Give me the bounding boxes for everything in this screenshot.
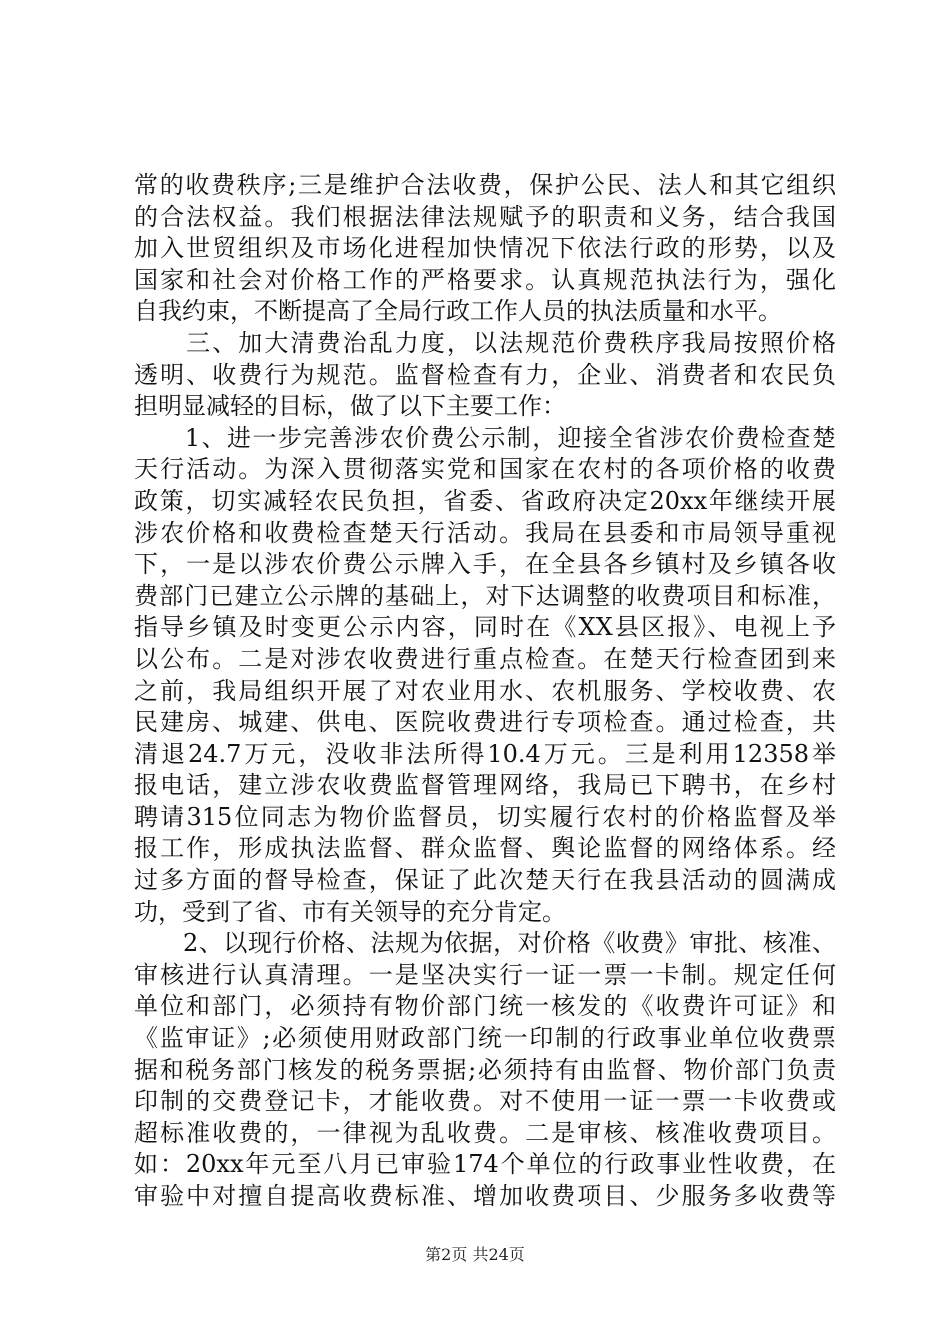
text-line: 政策，切实减轻农民负担，省委、省政府决定20xx年继续开展 (134, 486, 836, 515)
text-line: 超标准收费的，一律视为乱收费。二是审核、核准收费项目。 (134, 1118, 836, 1147)
text-line: 下，一是以涉农价费公示牌入手，在全县各乡镇村及乡镇各收 (134, 550, 836, 579)
text-line: 功，受到了省、市有关领导的充分肯定。 (134, 897, 566, 926)
text-line: 印制的交费登记卡，才能收费。对不使用一证一票一卡收费或 (134, 1087, 836, 1116)
text-line: 据和税务部门核发的税务票据;必须持有由监督、物价部门负责 (134, 1055, 836, 1084)
text-line: 审核进行认真清理。一是坚决实行一证一票一卡制。规定任何 (134, 960, 836, 989)
text-line: 如：20xx年元至八月已审验174个单位的行政事业性收费，在 (134, 1150, 836, 1179)
text-line: 担明显减轻的目标，做了以下主要工作： (134, 392, 566, 421)
text-line: 自我约束，不断提高了全局行政工作人员的执法质量和水平。 (134, 297, 782, 326)
text-line: 的合法权益。我们根据法律法规赋予的职责和义务，结合我国 (134, 202, 836, 231)
text-line: 以公布。二是对涉农收费进行重点检查。在楚天行检查团到来 (134, 644, 836, 673)
text-line: 清退24.7万元，没收非法所得10.4万元。三是利用12358举 (134, 739, 836, 768)
text-line: 费部门已建立公示牌的基础上，对下达调整的收费项目和标准， (134, 581, 836, 610)
text-line: 民建房、城建、供电、医院收费进行专项检查。通过检查，共 (134, 708, 836, 737)
text-line: 加入世贸组织及市场化进程加快情况下依法行政的形势，以及 (134, 234, 836, 263)
text-line: 指导乡镇及时变更公示内容，同时在《XX县区报》、电视上予 (134, 613, 836, 642)
text-line: 报电话，建立涉农收费监督管理网络，我局已下聘书，在乡村 (134, 771, 836, 800)
text-line: 国家和社会对价格工作的严格要求。认真规范执法行为，强化 (134, 265, 836, 294)
body-text (134, 170, 836, 1213)
text-line: 1、进一步完善涉农价费公示制，迎接全省涉农价费检查楚 (134, 423, 836, 452)
text-line: 2、以现行价格、法规为依据，对价格《收费》审批、核准、 (134, 929, 836, 958)
text-line: 报工作，形成执法监督、群众监督、舆论监督的网络体系。经 (134, 834, 836, 863)
text-line: 常的收费秩序;三是维护合法收费，保护公民、法人和其它组织 (134, 171, 836, 199)
text-line: 单位和部门，必须持有物价部门统一核发的《收费许可证》和 (134, 992, 836, 1021)
text-line: 过多方面的督导检查，保证了此次楚天行在我县活动的圆满成 (134, 866, 836, 895)
text-line: 透明、收费行为规范。监督检查有力，企业、消费者和农民负 (134, 360, 836, 389)
text-line: 审验中对擅自提高收费标准、增加收费项目、少服务多收费等 (134, 1182, 836, 1210)
text-line: 涉农价格和收费检查楚天行活动。我局在县委和市局领导重视 (134, 518, 836, 547)
text-line: 《监审证》;必须使用财政部门统一印制的行政事业单位收费票 (134, 1024, 836, 1053)
text-line: 天行活动。为深入贯彻落实党和国家在农村的各项价格的收费 (134, 455, 836, 484)
text-line: 之前，我局组织开展了对农业用水、农机服务、学校收费、农 (134, 676, 836, 705)
text-line: 三、加大清费治乱力度，以法规范价费秩序我局按照价格 (134, 328, 836, 357)
page-number-footer: 第2页 共24页 (425, 1245, 525, 1264)
text-line: 聘请315位同志为物价监督员，切实履行农村的价格监督及举 (134, 802, 836, 831)
